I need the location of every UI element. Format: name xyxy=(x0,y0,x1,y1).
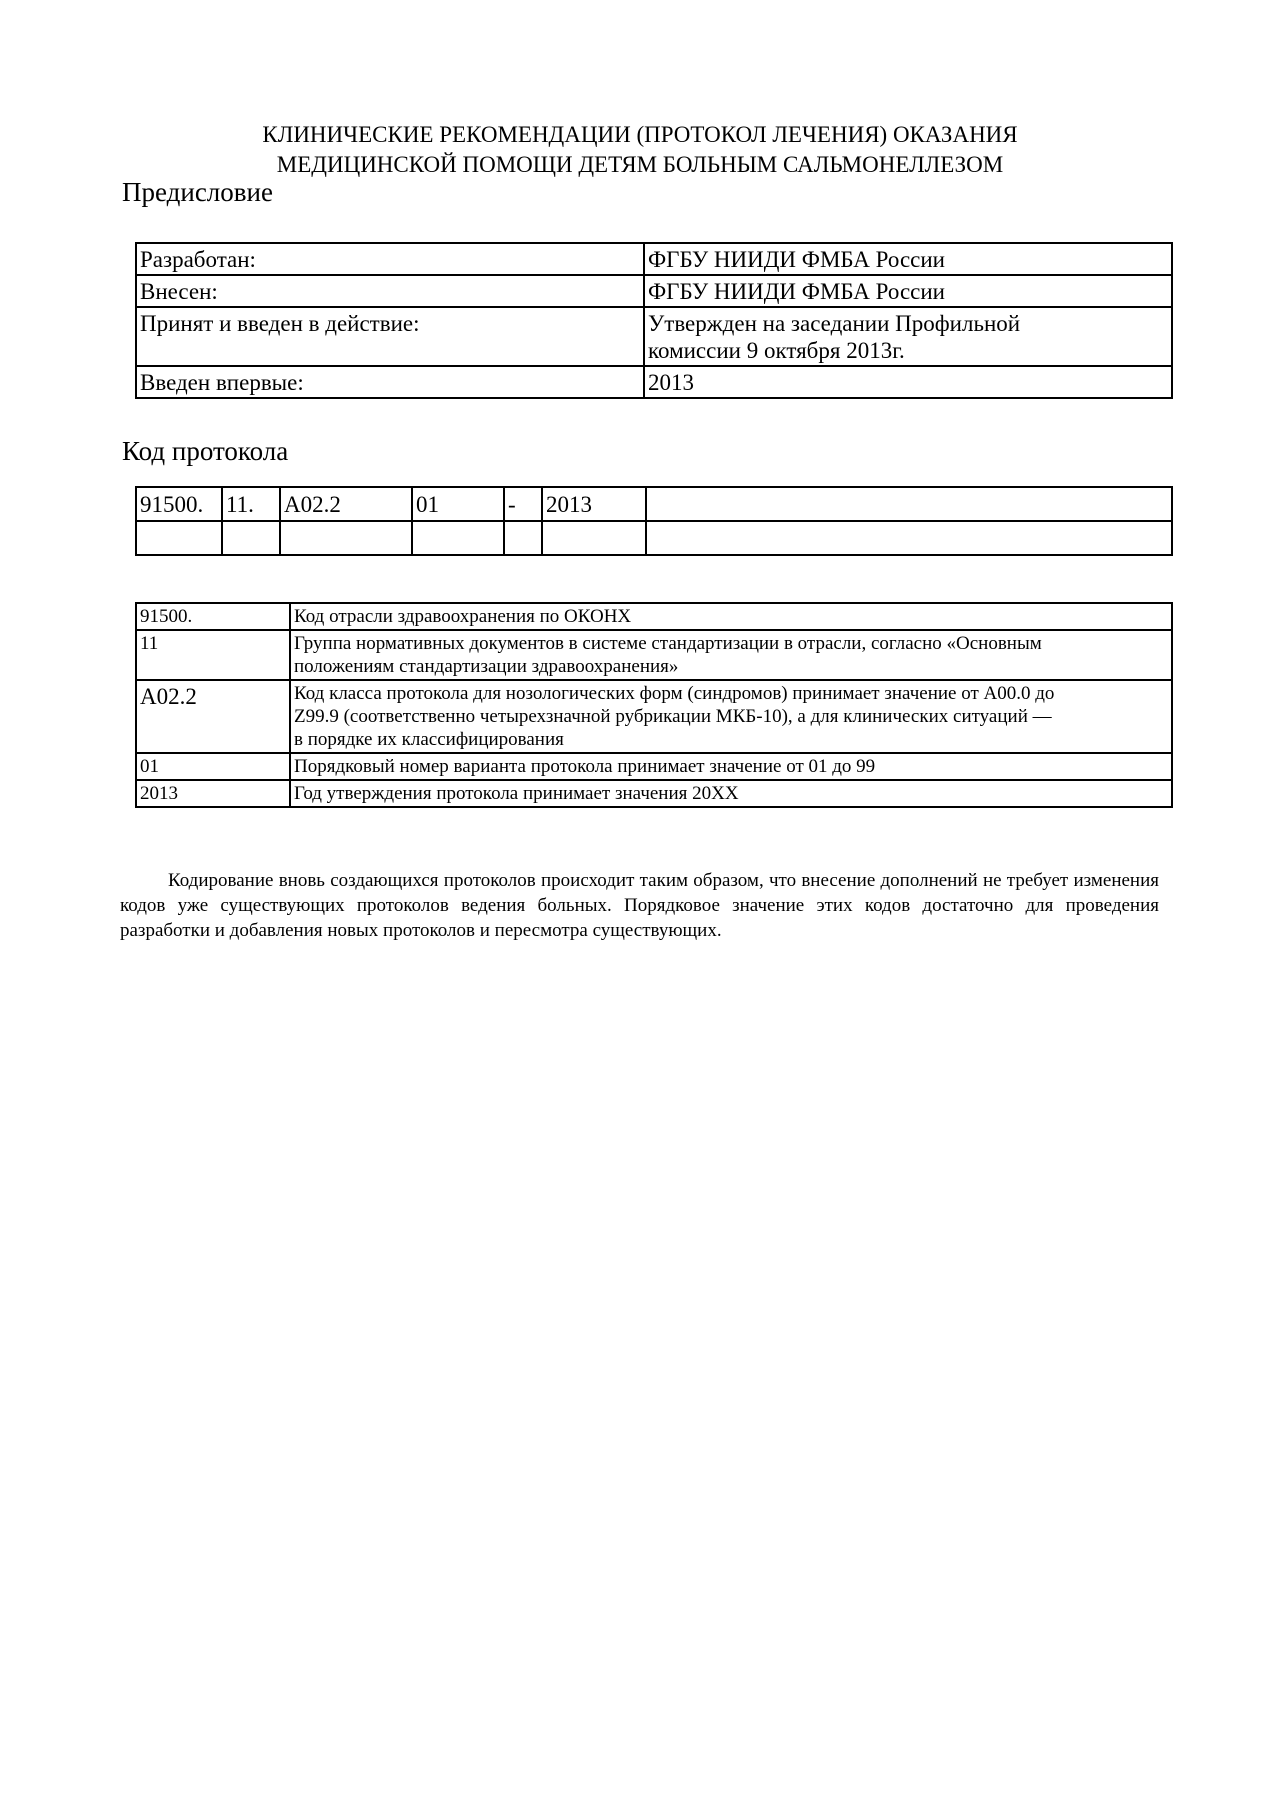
preface-label: Разработан: xyxy=(136,243,644,275)
description-line: Z99.9 (соответственно четырехзначной рубрикации МКБ-10), а для клинических ситуаций — xyxy=(294,706,1052,727)
protocol-code-heading: Код протокола xyxy=(122,436,289,466)
preface-label: Принят и введен в действие: xyxy=(136,307,644,366)
description-line: положениям стандартизации здравоохранения» xyxy=(294,656,679,677)
explanation-description: Порядковый номер варианта протокола принимает значение от 01 до 99 xyxy=(290,753,1172,780)
body-paragraph: Кодирование вновь создающихся протоколов происходит таким образом, что внесение дополнений не требует изменения кодов уже существующих протоколов ведения больных. Порядковое значение этих кодов достаточно для проведения разработки и добавления новых протоколов и пересмотра существующих. xyxy=(120,870,1159,941)
explanation-code: 01 xyxy=(136,753,290,780)
explanation-description xyxy=(290,680,1172,753)
preface-value: ФГБУ НИИДИ ФМБА России xyxy=(644,243,1172,275)
preface-value: 2013 xyxy=(644,366,1172,398)
preface-value-line: Утвержден на заседании Профильной xyxy=(648,311,1021,336)
code-cell-empty xyxy=(504,521,542,555)
preface-heading: Предисловие xyxy=(122,177,273,207)
explanation-description: Код отрасли здравоохранения по ОКОНХ xyxy=(290,603,1172,630)
code-cell-empty xyxy=(280,521,412,555)
table-row xyxy=(136,275,1172,307)
code-cell: 11. xyxy=(222,487,280,521)
preface-label: Внесен: xyxy=(136,275,644,307)
code-cell-empty xyxy=(222,521,280,555)
table-row xyxy=(136,521,1172,555)
code-cell: 91500. xyxy=(136,487,222,521)
document-title xyxy=(120,120,1160,180)
preface-label: Введен впервые: xyxy=(136,366,644,398)
preface-value-line: комиссии 9 октября 2013г. xyxy=(648,338,905,363)
explanation-code: 11 xyxy=(136,630,290,680)
table-row xyxy=(136,753,1172,780)
table-row xyxy=(136,630,1172,680)
code-cell xyxy=(646,487,1172,521)
table-row xyxy=(136,366,1172,398)
table-row xyxy=(136,603,1172,630)
code-cell: 2013 xyxy=(542,487,646,521)
code-cell: 01 xyxy=(412,487,504,521)
code-cell-empty xyxy=(412,521,504,555)
preface-value: ФГБУ НИИДИ ФМБА России xyxy=(644,275,1172,307)
description-line: Код класса протокола для нозологических форм (синдромов) принимает значение от А00.0 до xyxy=(294,683,1055,704)
code-cell: A02.2 xyxy=(280,487,412,521)
table-row xyxy=(136,243,1172,275)
code-cell-empty xyxy=(542,521,646,555)
code-cell-empty xyxy=(646,521,1172,555)
explanation-description: Год утверждения протокола принимает значения 20XX xyxy=(290,780,1172,807)
preface-table xyxy=(135,242,1173,399)
title-line-1: КЛИНИЧЕСКИЕ РЕКОМЕНДАЦИИ (ПРОТОКОЛ ЛЕЧЕНИЯ) ОКАЗАНИЯ xyxy=(262,122,1018,147)
description-line: в порядке их классифицирования xyxy=(294,729,564,750)
preface-value xyxy=(644,307,1172,366)
explanation-code: A02.2 xyxy=(136,680,290,753)
table-row xyxy=(136,307,1172,366)
title-line-2: МЕДИЦИНСКОЙ ПОМОЩИ ДЕТЯМ БОЛЬНЫМ САЛЬМОНЕЛЛЕЗОМ xyxy=(276,152,1004,177)
explanation-description xyxy=(290,630,1172,680)
description-line: Группа нормативных документов в системе стандартизации в отрасли, согласно «Основным xyxy=(294,633,1042,654)
table-row xyxy=(136,487,1172,521)
code-explanation-table xyxy=(135,602,1173,808)
explanation-code: 91500. xyxy=(136,603,290,630)
protocol-code-table xyxy=(135,486,1173,556)
table-row xyxy=(136,680,1172,753)
table-row xyxy=(136,780,1172,807)
explanation-code: 2013 xyxy=(136,780,290,807)
code-cell-empty xyxy=(136,521,222,555)
code-cell: - xyxy=(504,487,542,521)
